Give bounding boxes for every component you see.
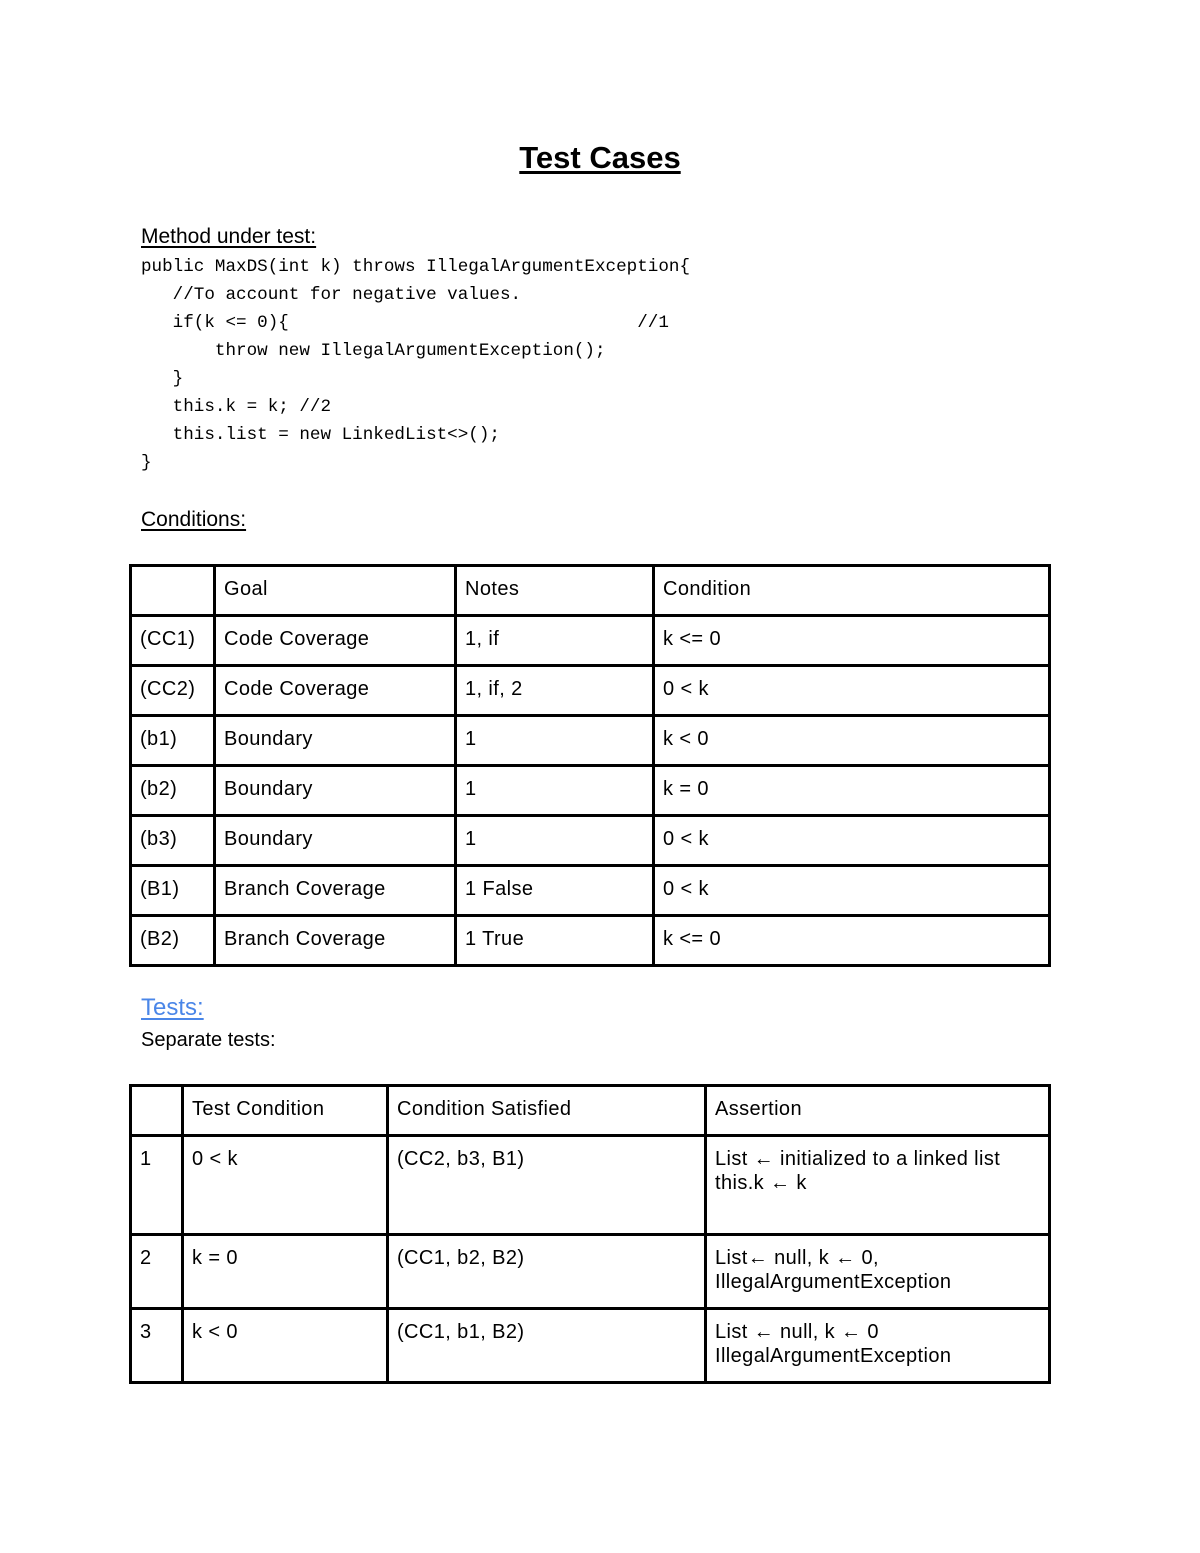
code-line: this.k = k; //2 bbox=[141, 397, 332, 417]
table-cell: 1 bbox=[131, 1136, 183, 1235]
table-row bbox=[131, 916, 1050, 966]
table-cell: (CC1) bbox=[131, 616, 215, 666]
conditions-label: Conditions: bbox=[141, 508, 247, 531]
table-cell: (CC2) bbox=[131, 666, 215, 716]
table-row bbox=[131, 716, 1050, 766]
table-cell: List ← null, k ← 0 IllegalArgumentException bbox=[706, 1309, 1050, 1383]
table-cell: 0 < k bbox=[654, 866, 1050, 916]
table-cell: Boundary bbox=[215, 766, 456, 816]
table-header-cell: Notes bbox=[456, 566, 654, 616]
table-cell: 1 False bbox=[456, 866, 654, 916]
table-cell: 0 < k bbox=[654, 666, 1050, 716]
table-cell: k < 0 bbox=[654, 716, 1050, 766]
table-cell: Boundary bbox=[215, 716, 456, 766]
table-row bbox=[131, 816, 1050, 866]
code-line: throw new IllegalArgumentException(); bbox=[141, 341, 606, 361]
table-cell: 1 bbox=[456, 716, 654, 766]
table-cell: (b3) bbox=[131, 816, 215, 866]
table-row bbox=[131, 1136, 1050, 1235]
table-cell: List← null, k ← 0, IllegalArgumentException bbox=[706, 1235, 1050, 1309]
code-line: } bbox=[141, 369, 184, 389]
table-cell: Code Coverage bbox=[215, 666, 456, 716]
table-cell: k = 0 bbox=[654, 766, 1050, 816]
page-title: Test Cases bbox=[519, 140, 681, 175]
table-cell: 1 bbox=[456, 766, 654, 816]
table-cell: List ← initialized to a linked list this.k ← k bbox=[706, 1136, 1050, 1235]
table-cell: (CC1, b1, B2) bbox=[388, 1309, 706, 1383]
table-cell: 1, if bbox=[456, 616, 654, 666]
table-header-cell: Test Condition bbox=[183, 1086, 388, 1136]
table-header-row bbox=[131, 1086, 1050, 1136]
table-cell: 0 < k bbox=[183, 1136, 388, 1235]
table-row bbox=[131, 666, 1050, 716]
table-cell: k <= 0 bbox=[654, 616, 1050, 666]
table-cell: 3 bbox=[131, 1309, 183, 1383]
code-line: if(k <= 0){ //1 bbox=[141, 313, 669, 333]
table-cell: (b1) bbox=[131, 716, 215, 766]
table-cell: k < 0 bbox=[183, 1309, 388, 1383]
table-cell: (CC1, b2, B2) bbox=[388, 1235, 706, 1309]
table-header-cell bbox=[131, 566, 215, 616]
table-row bbox=[131, 1235, 1050, 1309]
code-line: //To account for negative values. bbox=[141, 285, 522, 305]
table-cell: 1 bbox=[456, 816, 654, 866]
method-under-test-label: Method under test: bbox=[141, 225, 317, 248]
table-header-cell: Condition bbox=[654, 566, 1050, 616]
table-cell: (B2) bbox=[131, 916, 215, 966]
table-cell: k <= 0 bbox=[654, 916, 1050, 966]
table-header-cell bbox=[131, 1086, 183, 1136]
table-header-row bbox=[131, 566, 1050, 616]
table-cell: Branch Coverage bbox=[215, 916, 456, 966]
table-cell: (B1) bbox=[131, 866, 215, 916]
table-cell: 0 < k bbox=[654, 816, 1050, 866]
tests-table bbox=[129, 1084, 1051, 1384]
code-line: public MaxDS(int k) throws IllegalArgumentException{ bbox=[141, 257, 691, 277]
table-cell: k = 0 bbox=[183, 1235, 388, 1309]
table-header-cell: Assertion bbox=[706, 1086, 1050, 1136]
table-cell: Boundary bbox=[215, 816, 456, 866]
table-cell: Code Coverage bbox=[215, 616, 456, 666]
table-cell: (CC2, b3, B1) bbox=[388, 1136, 706, 1235]
tests-subheading: Separate tests: bbox=[141, 1029, 276, 1051]
table-row bbox=[131, 1309, 1050, 1383]
table-cell: 1, if, 2 bbox=[456, 666, 654, 716]
code-block bbox=[141, 253, 690, 477]
table-cell: 1 True bbox=[456, 916, 654, 966]
table-cell: 2 bbox=[131, 1235, 183, 1309]
code-line: } bbox=[141, 453, 152, 473]
table-row bbox=[131, 766, 1050, 816]
table-header-cell: Goal bbox=[215, 566, 456, 616]
table-row bbox=[131, 616, 1050, 666]
table-row bbox=[131, 866, 1050, 916]
code-line: this.list = new LinkedList<>(); bbox=[141, 425, 500, 445]
table-header-cell: Condition Satisfied bbox=[388, 1086, 706, 1136]
tests-heading: Tests: bbox=[141, 994, 204, 1021]
conditions-table bbox=[129, 564, 1051, 967]
table-cell: Branch Coverage bbox=[215, 866, 456, 916]
table-cell: (b2) bbox=[131, 766, 215, 816]
